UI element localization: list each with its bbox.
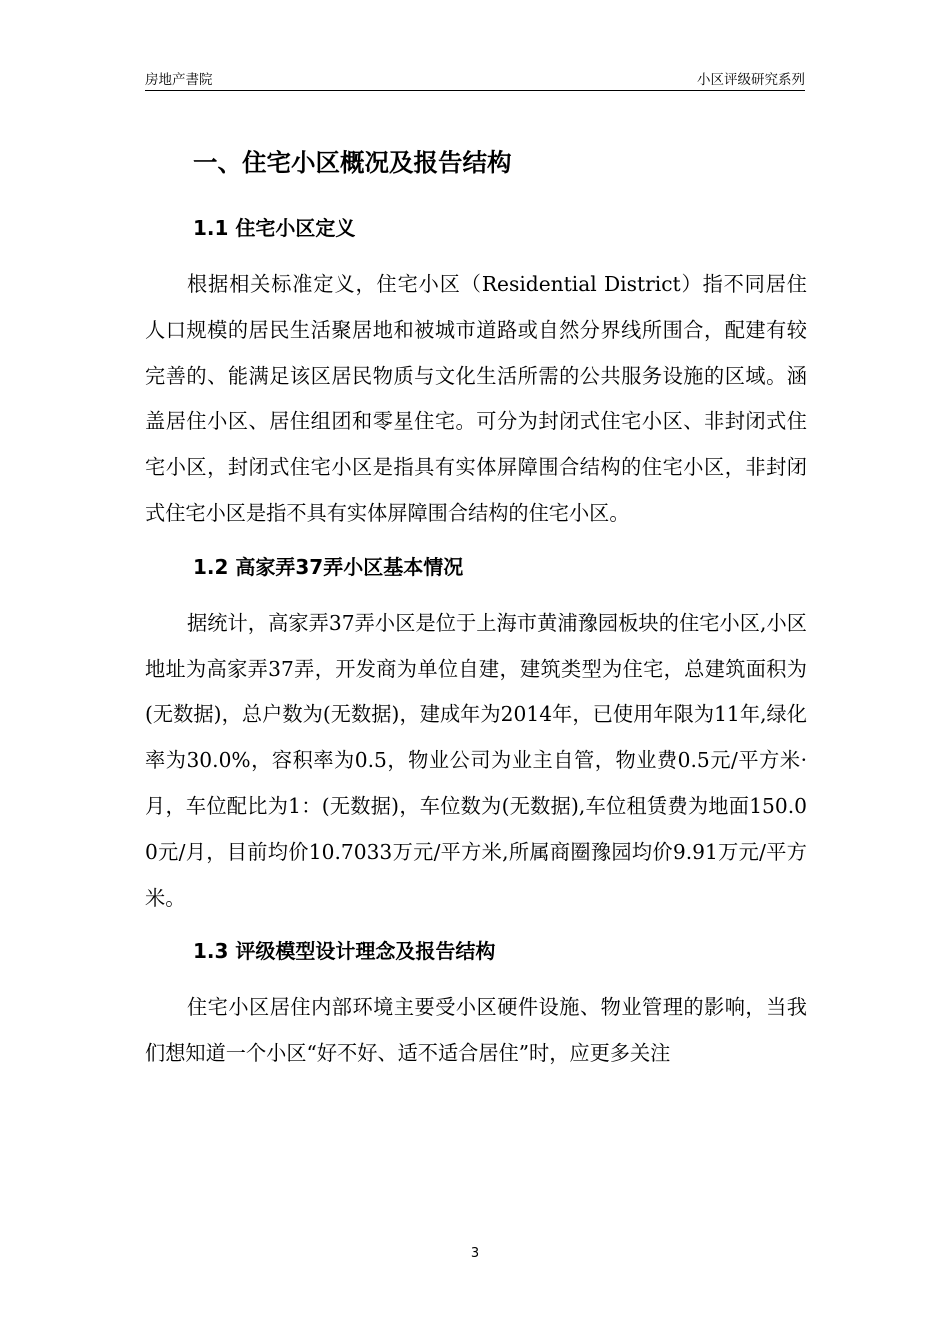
header-series: 小区评级研究系列 bbox=[697, 72, 805, 88]
section-paragraph-1-1: 根据相关标准定义，住宅小区（Residential District）指不同居住人口规模的居民生活聚居地和被城市道路或自然分界线所围合，配建有较完善的、能满足该区居民物质与文化生活所需的公共服务设施的区域。涵盖居住小区、居住组团和零星住宅。可分为封闭式住宅小区、非封闭式住宅小区，封闭式住宅小区是指具有实体屏障围合结构的住宅小区，非封闭式住宅小区是指不具有实体屏障围合结构的住宅小区。 bbox=[145, 272, 807, 525]
section-paragraph-1-3: 住宅小区居住内部环境主要受小区硬件设施、物业管理的影响，当我们想知道一个小区“好不好、适不适合居住”时，应更多关注 bbox=[145, 995, 807, 1066]
page-header bbox=[145, 66, 805, 91]
page-number: 3 bbox=[470, 1246, 480, 1261]
header-publisher: 房地产書院 bbox=[145, 72, 213, 88]
section-heading-1-2: 1.2 高家弄37弄小区基本情况 bbox=[193, 554, 464, 579]
section-paragraph-1-2: 据统计，高家弄37弄小区是位于上海市黄浦豫园板块的住宅小区,小区地址为高家弄37弄，开发商为单位自建，建筑类型为住宅，总建筑面积为(无数据)，总户数为(无数据)，建成年为2014年，已使用年限为11年,绿化率为30.0%，容积率为0.5，物业公司为业主自管，物业费0.5元/平方米·月，车位配比为1：(无数据)，车位数为(无数据),车位租赁费为地面150.00元/月，目前均价10.7033万元/平方米,所属商圈豫园均价9.91万元/平方米。 bbox=[145, 610, 807, 910]
section-heading-1-3: 1.3 评级模型设计理念及报告结构 bbox=[193, 939, 496, 964]
section-heading-1-1: 1.1 住宅小区定义 bbox=[193, 216, 356, 240]
main-content bbox=[145, 138, 807, 1077]
chapter-title: 一、住宅小区概况及报告结构 bbox=[193, 148, 512, 177]
